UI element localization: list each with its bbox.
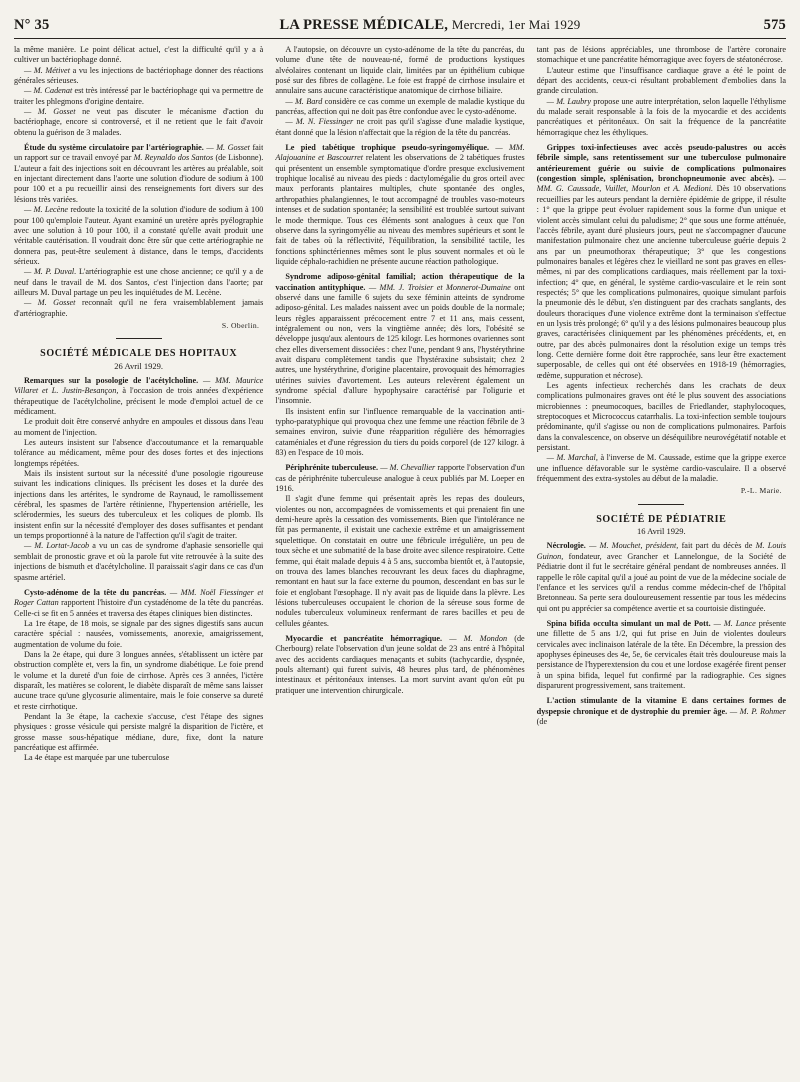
paragraph-text: à l'inverse de M. Caussade, estime que la grippe exerce une influence défavorable sur le système cardio-vasculaire. Il a observé fréquemment des extra-systoles au début de la maladie. <box>536 453 786 484</box>
speaker: — M. Marchal, <box>546 453 598 463</box>
paragraph-text: rapportent l'histoire d'un cystadénome de la tête du pancréas. Celle-ci se fit en 5 années et traversa des étapes cliniques bien distinctes. <box>14 598 264 618</box>
section-date: 16 Avril 1929. <box>636 526 686 537</box>
speaker: — MM. Noël Fiessinger et Roger Cattan <box>14 587 264 608</box>
speaker: — MM. G. Caussade, Vuillet, Mourlon et A. Medioni. <box>536 174 786 194</box>
speaker: M. Reynaldo dos Santos <box>133 153 214 163</box>
article-title: Cysto-adénome de la tête du pancréas. <box>24 587 167 597</box>
speaker: — M. N. Fiessinger <box>285 117 354 127</box>
paragraph-text: a vu les injections de bactériophage donner des réactions générales sérieuses. <box>14 65 264 86</box>
speaker: — M. Métivet <box>24 65 70 75</box>
paragraph-text: relatent les observations de 2 tabétiques frustes qui présentent un ensemble symptomatique d'ordre presque exclusivement trophique localisé au niveau des pieds : dactylomégalie du gros orteil avec maux perforants plantaires multiples, chute spontanée des ongles, arthropathies phalangiennes, le tout accompagné de troubles vaso-moteurs intenses et de sudation spontanée; la sensibilité est troublée surtout suivant le mode thermique. Tous ces éléments sont analogues à ceux que l'on observe dans la syringomyélie au niveau des membres supérieurs et sont le fait de tabes où la réflectivité, l'équilibration, la sensibilité tactile, les fonctions sphinctériennes mêmes sont le plus souvent normales et où le liquide céphalo-rachidien ne présente aucune réaction pathologique. <box>275 153 525 266</box>
paragraph: Le produit doit être conservé anhydre en ampoules et dissous dans l'eau au moment de l'injection. <box>14 417 264 437</box>
divider <box>638 504 684 505</box>
speaker: — M. Lecène <box>24 205 69 215</box>
paragraph-text: a vu un cas de syndrome d'aphasie sensorielle qui semblait de pronostic grave et où la parole fut vite retrouvée à la suite des injections de bismuth et d'acétylcholine. Il paraissait s'agir dans ce cas d'un spasme artériel. <box>14 541 264 582</box>
divider <box>116 338 162 339</box>
article-title: Remarques sur la posologie de l'acétylcholine. <box>24 375 199 385</box>
paragraph-text: ont observé dans une famille 6 sujets du sexe féminin atteints de syndrome adiposo-génital. Les malades naissent avec un poids double de la normale; leurs règles apparaissent précocement entre 7 et 11 ans, mais cessent, intégralement ou non, vers la vingtième année; dès lors, l'obésité se développe jusqu'aux alentours de 125 kilogr. Les hormones ovariennes sont chez elles diversement dissociées : chez l'une, pendant 9 ans, l'hystérythrine avait disparu complètement tandis que l'hystéraxine subsistait; chez 2 autres, une hystérythrine, d'origine placentaire, provoquait des hémorragies utérines suivies d'avortement. Les auteurs relevèrent également un syndrome spécial d'allure hypophysaire caractérisé par l'oligurie et l'insomnie. <box>275 282 525 406</box>
issue-date: Mercredi, 1er Mai 1929 <box>451 16 581 32</box>
paragraph-text: reconnaît qu'il ne fera vraisemblablement jamais d'artériographie. <box>14 298 264 318</box>
speaker: — M. Gosset <box>24 298 76 308</box>
paragraph: Pendant la 3e étape, la cachexie s'accuse, c'est l'étape des signes physiques : grosse vésicule qui persiste malgré la disparition de l'ictère, et grosse masse sous-hépatique médiane, dure, fixe, dont la nature pancréatique est affirmée. <box>14 711 264 752</box>
columns <box>14 45 786 1065</box>
speaker: M. Louis Guinon, <box>536 541 786 561</box>
paragraph <box>537 97 786 138</box>
speaker: — M. Mouchet, président, <box>589 541 679 551</box>
paragraph <box>275 97 524 118</box>
speaker: — M. Lance <box>713 618 756 628</box>
page-header <box>14 12 786 39</box>
paragraph-text: fait part du décès de <box>681 541 753 551</box>
paragraph: Dans la 2e étape, qui dure 3 longues années, s'établissent un ictère par obstruction complète et, vers la fin, un syndrome diabétique. Le foie prend le volume et la dureté d'un foie de cirrhose. Après ces 3 années, l'ictère disparaît, les matières se colorent, le diabète disparaît de même sans laisser aucune trace qu'une glycosurie alimentaire, mais le foie conserve sa dureté et reste cirrhotique. <box>14 649 264 711</box>
article-title: Nécrologie. <box>546 541 586 551</box>
paragraph <box>14 143 263 205</box>
paragraph-text: rapporte l'observation d'un cas de périphrénite tuberculeuse analogue à ceux publiés par M. Loeper en 1916. <box>275 463 525 494</box>
paragraph <box>537 453 786 484</box>
speaker: — MM. Maurice Villaret et L. Justin-Besançon, <box>14 375 264 396</box>
paragraph <box>14 588 263 619</box>
paragraph-text: est très intéressé par le bactériophage qui va permettre de traiter les phlegmons d'origine dentaire. <box>14 86 264 106</box>
paragraph <box>537 143 786 381</box>
speaker: — MM. Alajouanine et Bascourret <box>275 143 525 163</box>
section-heading: SOCIÉTÉ DE PÉDIATRIE <box>596 513 727 525</box>
paragraph-text: propose une autre interprétation, selon laquelle l'éthylisme du malade serait responsable à la fois de la myocardie et des accidents pancréatiques et péritonéaux. On sait la fréquence de la pancréatite hémorragique chez les éthyliques. <box>536 96 786 137</box>
paragraph: A l'autopsie, on découvre un cysto-adénome de la tête du pancréas, du volume d'une tête de nouveau-né, formé de productions kystiques alvéolaires contenant un liquide clair, limitées par un épithélium cubique posé sur des fibres de collagène. Le foie est frappé de cirrhose insulaire et annulaire sans aucune caractéristique anatomique de cirrhose biliaire. <box>275 45 525 96</box>
paragraph-text: (de Cherbourg) relate l'observation d'un jeune soldat de 23 ans entré à l'hôpital avec des accidents cardiaques menaçants et subits (tachycardie, dyspnée, pouls alternant) qui furent suivis, 48 heures plus tard, de phénomènes intestinaux et péritonéaux intenses. La mort survint avant qu'on eût pu pratiquer une intervention chirurgicale. <box>275 633 525 695</box>
speaker: — M. Gosset <box>24 107 76 117</box>
speaker: — MM. J. Troisier et Monnerot-Dumaine <box>368 282 511 292</box>
speaker: — M. Chevallier <box>380 463 436 473</box>
speaker: — M. Bard <box>285 96 323 106</box>
paragraph: Mais ils insistent surtout sur la nécessité d'une posologie rigoureuse suivant les indications cliniques. Ils précisent les doses et la durée des injections dans les artérites, le syndrome de Raynaud, le ramollissement cérébral, les spasmes de l'artère rétinienne, l'hypertension artérielle, les sclérodermies, les sueurs des tuberculeux et les coliques de plomb. Ils insistent enfin sur la nécessité d'employer des doses suffisantes et pendant un temps proportionné à la nature de l'affection qu'il s'agit de traiter. <box>14 469 264 541</box>
paragraph-text: (de Lisbonne). L'auteur a fait des injections soit en découvrant les artères au préalable, soit en injectant directement dans l'aorte une solution d'iodure de sodium à 100 pour 100 et a pu recueillir ainsi des renseignements fort divers sur des lésions très variées. <box>14 153 264 204</box>
column-2 <box>275 45 524 1065</box>
speaker: — M. P. Rohmer <box>729 706 786 716</box>
journal-title: LA PRESSE MÉDICALE, <box>279 16 449 33</box>
paragraph: Les auteurs insistent sur l'absence d'accoutumance et la remarquable tolérance au médicament, même pour des doses fortes et des injections longtemps répétées. <box>14 438 264 468</box>
article-title: Grippes toxi-infectieuses avec accès pseudo-palustres ou accès fébrile simple, sans retentissement sur une tuberculose pulmonaire antérieurement guérie ou suivie de complications pulmonaires (congestion simple, splénisation, bronchopneumonie avec abcès). <box>536 143 786 184</box>
paragraph <box>14 267 263 298</box>
page-number: 575 <box>763 16 786 33</box>
paragraph: tant pas de lésions appréciables, une thrombose de l'artère coronaire stomachique et une pancréatite hémorragique avec foyers de stéatonécrose. <box>536 45 786 65</box>
paragraph-text: fondateur, avec Grancher et Lannelongue, de la Société de Pédiatrie dont il fut le secrétaire général pendant de nombreuses années. Il rappelle le rôle capital qu'il a joué au point de vue de la médecine sociale de l'enfance et les services qu'il a rendus comme médecin-chef de l'hôpital Bretonneau. Sa perte sera douloureusement ressentie par tous les médecins qui ont pu apprécier sa compétence avertie et sa courtoisie distinguée. <box>536 551 786 613</box>
paragraph <box>14 298 263 319</box>
paragraph-text: redoute la toxicité de la solution d'iodure de sodium à 100 pour 100 qu'emploie l'auteur. Ayant examiné un uretère après pyélographie avec une solution à 10 pour 100, il a constaté qu'elle avait produit une véritable cautérisation. Il voudrait donc être sûr que cette artériographie ne donnera pas, peut-être seulement à distance, dans le temps, d'accidents sérieux. <box>14 205 264 266</box>
section-heading: SOCIÉTÉ MÉDICALE DES HOPITAUX <box>40 348 238 360</box>
paragraph <box>537 541 786 613</box>
paragraph-text: présente une fillette de 5 ans 1/2, qui fut prise en Juin de violentes douleurs cervicales avec inclinaison latérale de la tête. En Décembre, la pression des apophyses épineuses des 4e, 5e, 6e cervicales était très douloureuse mais la persistance de l'hyperextension du cou et une lordose exagérée firent penser à un spina bifida, lequel fut confirmé par la radiographie. Ces signes disparurent progressivement, sans traitement. <box>536 618 786 690</box>
paragraph <box>14 86 263 107</box>
paragraph-text: (de <box>536 716 548 726</box>
paragraph: Ils insistent enfin sur l'influence remarquable de la vaccination anti-typho-paratyphique qui provoqua chez une femme une réaction fébrile de 3 semaines environ, suivie d'une réapparition régulière des hémorragies cataméniales et d'une régression du tiers du poids corporel (de 127 kilogr. à 83) en l'espace de 10 mois. <box>275 406 525 458</box>
paragraph-text: ne veut pas discuter le mécanisme d'action du bactériophage, encore si controversé, et il ne retient que le fait d'avoir obtenu la guérison de 3 malades. <box>14 107 264 137</box>
masthead <box>134 17 726 34</box>
paragraph-text: à l'occasion de trois années d'expérience thérapeutique de l'acétylcholine, précisent le mode d'emploi actuel de ce médicament. <box>14 386 264 416</box>
article-title: Spina bifida occulta simulant un mal de Pott. <box>546 618 711 628</box>
paragraph <box>14 66 263 87</box>
paragraph <box>275 143 524 267</box>
speaker: — M. Cadenat <box>24 86 73 96</box>
section-date: 26 Avril 1929. <box>114 360 164 371</box>
paragraph <box>14 376 263 417</box>
article-title: Périphrénite tuberculeuse. <box>285 463 379 473</box>
author-signature: S. Oberlin. <box>221 320 260 330</box>
speaker: — M. P. Duval. <box>24 267 77 277</box>
speaker: — M. Mondon <box>449 633 508 643</box>
paragraph: La 4e étape est marquée par une tuberculose <box>24 753 170 763</box>
paragraph <box>275 463 524 494</box>
paragraph-text: Dès 10 observations recueillies par les auteurs pendant la dernière épidémie de grippe, il résulte : 1° que la grippe peut évoluer rapidement sous la forme d'un unique et violent accès simulant celui du paludisme; 2° que sous une forme atténuée, l'accès fébrile, ayant duré plusieurs jours, peut ne s'accompagner d'aucune manifestation pulmonaire chez une ancienne tuberculeuse guérie depuis 2 ans par un pneumothorax thérapeutique; 3° que les congestions pulmonaires banales et légères chez le vieillard ne sont pas graves en elles-mêmes, ni par des complications cardiaques, mais réellement par la toxi-infection; 4° que, en général, le système cardio-vasculaire et le rein sont respectés; 5° que les complications pulmonaires, quoique simulant parfois la pneumonie dès le début, s'en distinguent par des crachats sanglants, des douleurs thoraciques d'une violence extrême dont la terminaison s'effectue en un lysis très prolongé; 6° qu'il y a des lésions pulmonaires beaucoup plus graves, caractérisées cliniquement par les phénomènes précédents, et, en outre, par des abcès pulmonaires dont la résolution exige un temps très long. Cette dernière forme doit être rapprochée, sans leur être exactement superposable, de celles qui ont été observées en 1918-19 (hémorragies, œdème, suppuration et nécrose). <box>536 184 786 380</box>
paragraph-text: fait un rapport sur ce travail envoyé par <box>14 143 264 163</box>
paragraph <box>275 272 524 406</box>
paragraph <box>14 107 263 138</box>
issue-number: N° 35 <box>14 16 50 33</box>
paragraph <box>275 117 524 138</box>
paragraph <box>14 205 263 267</box>
article-title: Myocardie et pancréatite hémorragique. <box>285 633 443 643</box>
article-title: L'action stimulante de la vitamine E dans certaines formes de dyspepsie chronique et de dystrophie du premier âge. <box>536 696 786 716</box>
article-title: Syndrome adiposo-génital familial; action thérapeutique de la vaccination antityphique. <box>275 272 525 292</box>
newspaper-page <box>14 12 786 1074</box>
author-signature: P.-L. Marie. <box>740 486 782 496</box>
article-title: Étude du système circulatoire par l'artériographie. <box>24 143 204 153</box>
paragraph <box>537 696 786 727</box>
paragraph: la même manière. Le point délicat actuel, c'est la difficulté qu'il y a à cultiver un bactériophage donné. <box>14 45 264 65</box>
paragraph-text: L'artériographie est une chose ancienne; ce qu'il y a de neuf dans le travail de M. dos Santos, c'est l'injection dans l'aorte; par ailleurs M. Duval partage un peu les inquiétudes de M. Lecène. <box>14 267 264 297</box>
paragraph: L'auteur estime que l'insuffisance cardiaque grave a été le point de départ des accidents, ceux-ci résultant probablement d'embolies dans la grande circulation. <box>536 65 786 96</box>
paragraph-text: considère ce cas comme un exemple de maladie kystique du pancréas, affection qui ne doit pas être confondue avec le cysto-adénome. <box>275 96 525 117</box>
article-title: Le pied tabétique trophique pseudo-syringomyélique. <box>285 143 490 153</box>
paragraph <box>537 619 786 691</box>
paragraph: Il s'agit d'une femme qui présentait après les repas des douleurs, violentes ou non, accompagnées de vomissements et qui prenaient fin une demi-heure après la cessation des vomissements. Bien que l'intolérance ne fût pas permanente, il existait une cachexie extrême et un amaigrissement squelettique. On constatait en outre une fébricule irrégulière, un peu de toux sèche et une submatité de la base droite avec silence respiratoire. Cette femme, qui était malade depuis 4 à 5 ans, succomba bientôt et, à l'autopsie, on trouva des lames blanches recouvrant les deux faces du diaphragme, remontant en haut sur la face externe du poumon, descendant en bas sur le foie et englobant l'œsophage. Il n'y avait pas de liquide dans la plèvre. Les lésions tuberculeuses occupaient le chorion de la séreuse sous forme de nodules tuberculeux volumineux renfermant de rares bacilles et peu de cellules géantes. <box>275 494 525 628</box>
speaker: — M. Gosset <box>206 143 250 153</box>
paragraph: La 1re étape, de 18 mois, se signale par des signes digestifs sans aucun caractère spécial : nausées, vomissements, anorexie, amaigrissement, augmentation de volume du foie. <box>14 618 264 649</box>
paragraph <box>275 634 524 696</box>
column-3 <box>537 45 786 1065</box>
paragraph-text: ne croit pas qu'il s'agisse d'une maladie kystique, étant donné que la lésion n'affectait que la région de la tête du pancréas. <box>275 117 525 137</box>
speaker: — M. Laubry <box>546 96 592 106</box>
paragraph: Les agents infectieux recherchés dans les crachats de deux complications pulmonaires graves ont été le plus souvent des associations microbiennes : pneumocoques, bacilles de Friedlander, staphylocoques, streptocoques et Micrococcus catarrhalis. La toxi-infection semble toujours prédominante, qu'il s'agisse ou non de complications pulmonaires. Parfois dans la convalescence, on observe un déséquilibre neurovégétatif notable et persistant. <box>536 381 786 453</box>
speaker: — M. Lortat-Jacob <box>24 541 90 551</box>
column-1 <box>14 45 263 1065</box>
paragraph <box>14 541 263 582</box>
